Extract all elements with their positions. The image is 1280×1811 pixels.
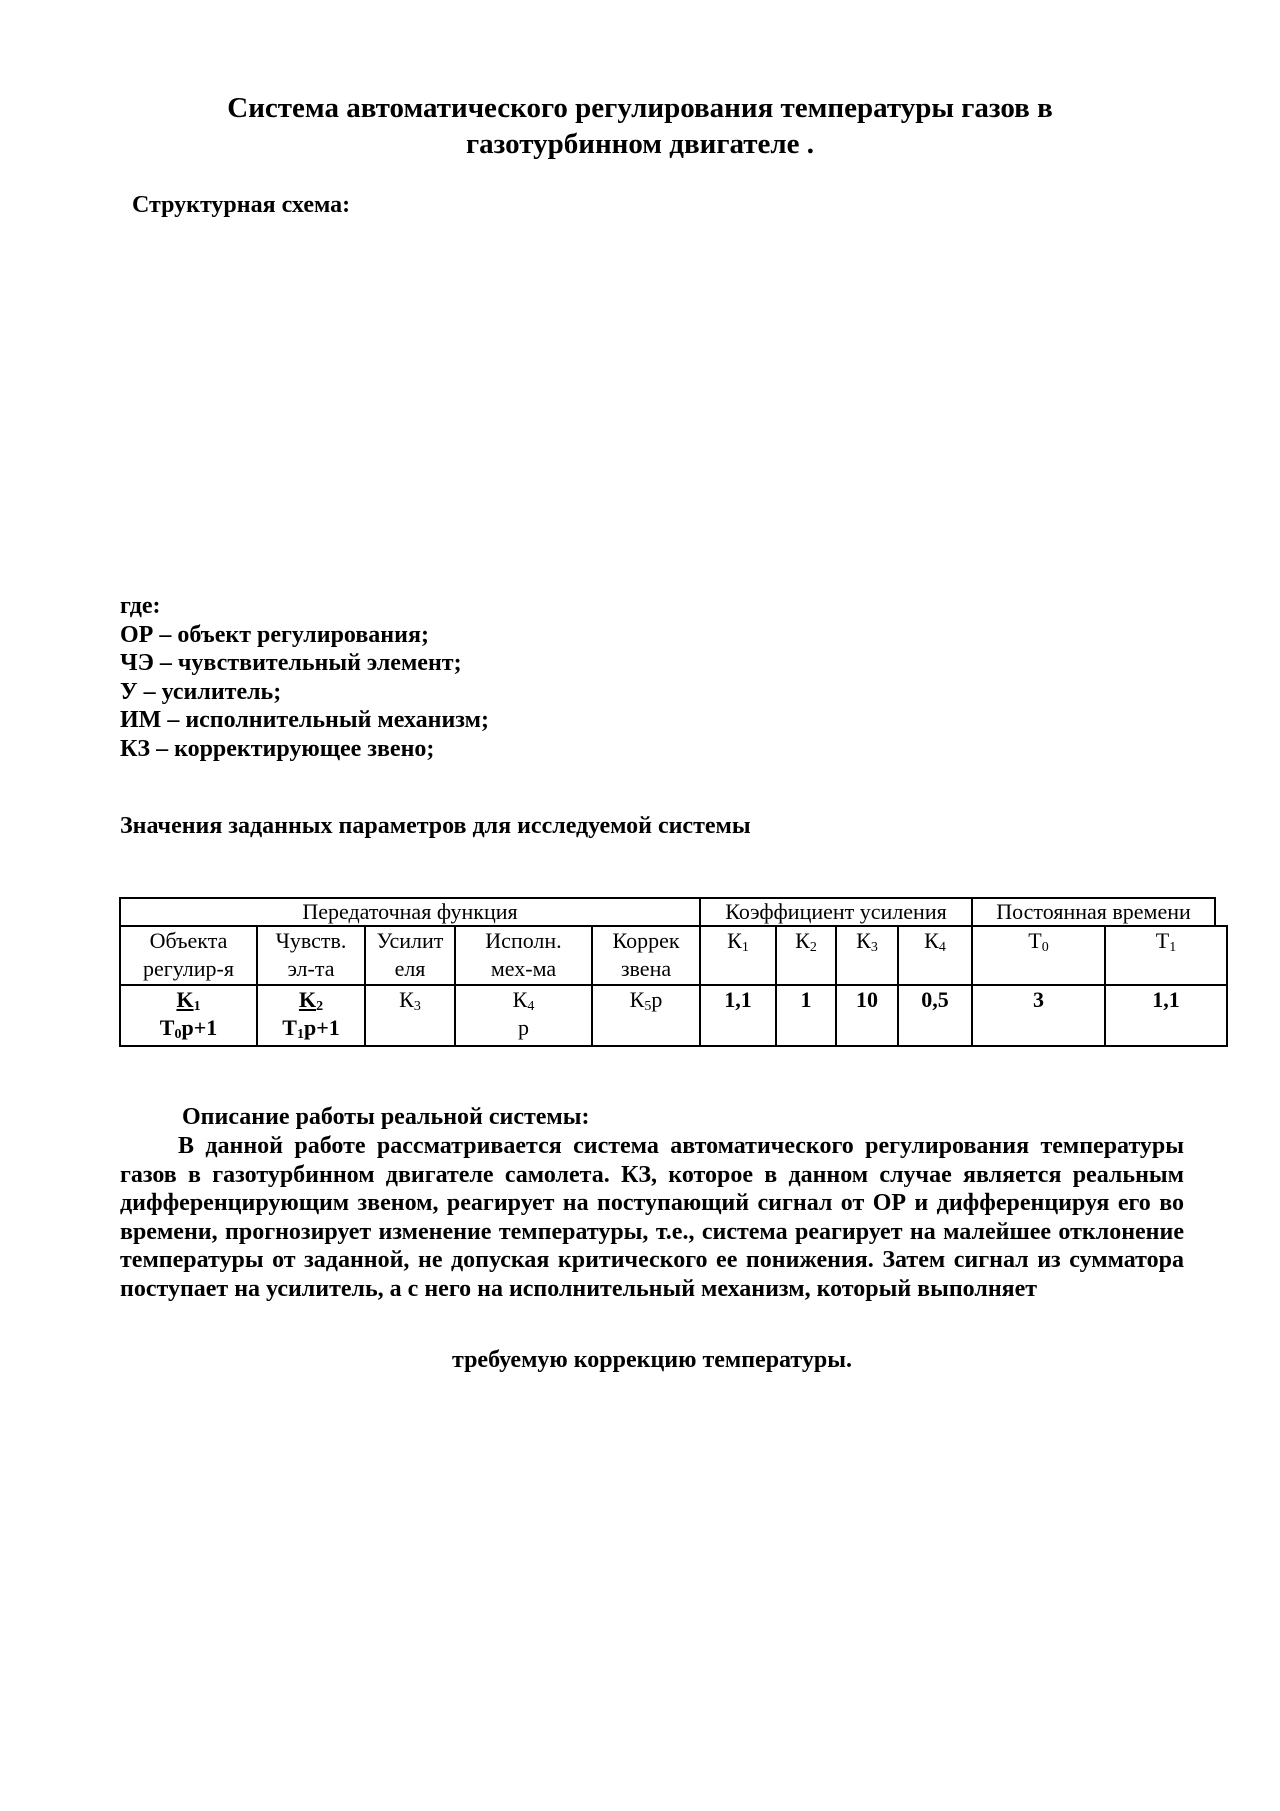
header-t0: $Т_0$ <box>1028 928 1049 955</box>
header-sensor: Чувств. эл-та <box>275 928 347 981</box>
tf-actuator: $К_4$ р <box>512 987 535 1040</box>
table-border <box>1214 897 1216 925</box>
legend-item: ОР – объект регулирования; <box>120 621 429 648</box>
tf-amplifier: $К_3$ <box>399 987 421 1014</box>
tf-sensor: $\frac{K_2}{T_1p+1}$ <box>282 987 340 1042</box>
value-k2: 1 <box>800 987 812 1012</box>
header-k2: $К_2$ <box>795 928 817 955</box>
table-border <box>120 1045 1228 1047</box>
legend-list <box>120 592 489 763</box>
legend-item: КЗ – корректирующее звено; <box>120 735 435 762</box>
value-k1: 1,1 <box>724 987 752 1012</box>
description-text: В данной работе рассматривается система автоматического регулирования температуры газов в газотурбинном двигателе самолета. КЗ, которое в данном случае является реальным дифференцирующим звеном, реагирует на поступающий сигнал от ОР и дифференцируя его во времени, прогнозирует изменение температуры, т.е., система реагирует на малейшее отклонение температуры от заданной, не допуская критического ее понижения. Затем сигнал из сумматора поступает на усилитель, а с него на исполнительный механизм, который выполняет <box>120 1133 1184 1302</box>
parameters-title: Значения заданных параметров для исследуемой системы <box>120 813 751 839</box>
header-object: Объекта регулир-я <box>142 928 235 981</box>
title-line-2: газотурбинном двигателе . <box>465 128 815 160</box>
header-k1: $К_1$ <box>727 928 749 955</box>
header-k4: $К_4$ <box>924 928 946 955</box>
value-k4: 0,5 <box>921 987 949 1012</box>
header-amplifier: Усилит еля <box>376 928 444 981</box>
header-t1: $Т_1$ <box>1155 928 1177 955</box>
group-header-gain: Коэффициент усиления <box>725 899 947 924</box>
legend-item: ЧЭ – чувствительный элемент; <box>120 650 462 676</box>
description-heading: Описание работы реальной системы: <box>182 1104 590 1130</box>
tf-object: $\frac{K_1}{T_0p+1}$ <box>159 987 218 1042</box>
header-corrector: Коррек звена <box>612 928 680 981</box>
document-title <box>120 90 1160 162</box>
value-k3: 10 <box>856 987 878 1012</box>
group-header-transfer-function: Передаточная функция <box>302 899 518 924</box>
structure-diagram-label: Структурная схема: <box>132 192 351 218</box>
header-k3: $К_3$ <box>856 928 878 955</box>
description-tail: требуемую коррекцию температуры. <box>451 1347 852 1373</box>
header-actuator: Исполн. мех-ма <box>485 928 562 981</box>
tf-corrector: $К_5р$ <box>629 987 663 1014</box>
group-header-time-constant: Постоянная времени <box>996 899 1191 924</box>
value-t0: 3 <box>1033 987 1044 1012</box>
legend-item: ИМ – исполнительный механизм; <box>120 707 489 733</box>
legend-item: У – усилитель; <box>120 678 282 705</box>
table-border <box>1226 925 1228 1047</box>
value-t1: 1,1 <box>1152 987 1180 1012</box>
legend-intro: где: <box>120 593 161 619</box>
title-line-1: Система автоматического регулирования температуры газов в <box>227 92 1053 124</box>
